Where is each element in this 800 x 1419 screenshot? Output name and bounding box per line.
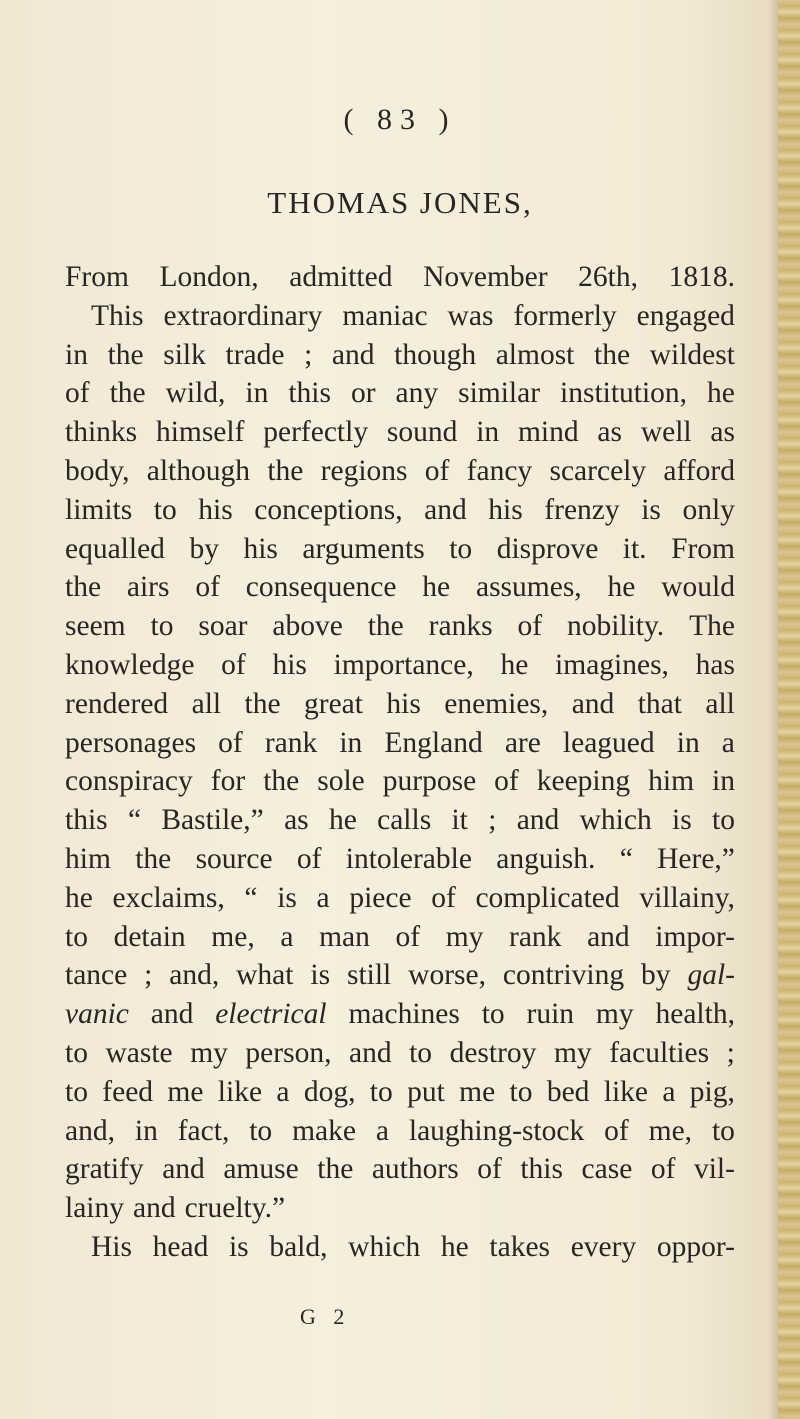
word: equalled	[65, 532, 165, 565]
word: was	[447, 299, 494, 332]
word: airs	[126, 571, 170, 604]
word: and,	[65, 1114, 115, 1147]
word: mind	[517, 416, 579, 449]
word: my	[553, 1036, 592, 1069]
word: would	[661, 571, 735, 604]
word: feed	[102, 1075, 154, 1108]
word: only	[682, 493, 735, 526]
word: complicated	[475, 881, 620, 914]
word: wild,	[165, 377, 226, 410]
text-line	[65, 374, 735, 413]
word: scarcely	[549, 454, 647, 487]
word: a	[316, 881, 330, 914]
word: seem	[65, 610, 126, 643]
word: wildest	[649, 338, 735, 371]
word: the	[267, 454, 304, 487]
word: any	[395, 377, 439, 410]
word: the	[317, 1153, 354, 1186]
word: From	[671, 532, 735, 565]
word: is	[672, 804, 692, 837]
word: he	[607, 571, 636, 604]
word: afford	[663, 454, 735, 487]
text-line	[65, 918, 735, 957]
word: to	[153, 493, 177, 526]
word: ;	[304, 338, 313, 371]
word: intolerable	[345, 842, 472, 875]
word: are	[504, 726, 541, 759]
word: 26th,	[578, 261, 638, 293]
word: sound	[386, 416, 458, 449]
word: similar	[458, 377, 541, 410]
word: frenzy	[544, 493, 620, 526]
word: and	[331, 338, 375, 371]
word: electrical	[215, 998, 327, 1031]
section-heading: THOMAS JONES,	[267, 185, 533, 220]
word: exclaims,	[112, 881, 225, 914]
word: make	[292, 1114, 356, 1147]
word: me,	[211, 920, 255, 953]
word: “	[619, 842, 633, 875]
word: rank	[264, 726, 318, 759]
word: maniac	[342, 299, 428, 332]
word: Here,”	[657, 842, 735, 875]
body-text	[65, 258, 735, 1267]
word: purpose	[382, 765, 477, 798]
text-line	[65, 568, 735, 607]
word: is	[310, 959, 331, 992]
word: From	[65, 261, 129, 293]
word: him	[65, 842, 111, 875]
word: a	[721, 726, 735, 759]
word: to	[711, 1114, 735, 1147]
word: villainy,	[639, 881, 735, 914]
word: enemies,	[444, 687, 549, 720]
word: my	[445, 920, 484, 953]
word: in	[65, 338, 88, 371]
word: His	[91, 1230, 132, 1263]
text-line	[65, 724, 735, 763]
word: authors	[371, 1153, 459, 1186]
word: it.	[622, 532, 647, 565]
word: in	[339, 726, 363, 759]
word: importance,	[333, 648, 474, 681]
word: as	[284, 804, 309, 837]
word: ;	[726, 1036, 735, 1069]
word: worse,	[408, 959, 486, 992]
text-line	[65, 1112, 735, 1151]
word: calls	[377, 804, 432, 837]
word: in	[676, 726, 700, 759]
word: my	[190, 1036, 228, 1069]
word: cruelty.”	[184, 1192, 286, 1225]
word: by	[641, 959, 671, 992]
text-line	[65, 1073, 735, 1112]
word: anguish.	[496, 842, 596, 875]
word: in	[245, 377, 269, 410]
word: to	[150, 610, 174, 643]
word: fact,	[177, 1114, 230, 1147]
word: gratify	[65, 1153, 144, 1186]
word: to	[249, 1114, 273, 1147]
word: of	[494, 765, 519, 798]
word: to	[481, 998, 505, 1031]
word: of	[604, 1114, 629, 1147]
word: destroy	[449, 1036, 537, 1069]
word: me	[167, 1075, 204, 1108]
text-line	[65, 607, 735, 646]
word: body,	[65, 454, 130, 487]
word: consequence	[245, 571, 397, 604]
word: like	[217, 1075, 263, 1108]
word: contriving	[502, 959, 625, 992]
word: This	[91, 299, 144, 332]
word: this	[520, 1153, 563, 1186]
word: in	[712, 765, 735, 798]
word: which	[579, 804, 652, 837]
word: assumes,	[475, 571, 582, 604]
word: the	[65, 571, 102, 604]
word: he	[707, 377, 735, 410]
word: a	[276, 1075, 290, 1108]
word: himself	[155, 416, 245, 449]
text-line	[65, 995, 735, 1034]
word: of	[195, 571, 220, 604]
word: admitted	[289, 261, 393, 293]
word: England	[384, 726, 483, 759]
word: he	[328, 804, 357, 837]
text-line	[65, 491, 735, 530]
text-line	[65, 646, 735, 685]
word: to	[712, 804, 735, 837]
word: keeping	[536, 765, 631, 798]
word: this	[288, 377, 331, 410]
word: and	[133, 1192, 176, 1225]
word: November	[423, 261, 548, 293]
word: rendered	[65, 687, 169, 720]
word: waste	[105, 1036, 173, 1069]
word: thinks	[65, 416, 138, 449]
word: ruin	[526, 998, 575, 1031]
text-line	[65, 1228, 735, 1267]
word: leagued	[562, 726, 655, 759]
word: silk	[163, 338, 206, 371]
word: nobility.	[566, 610, 665, 643]
word: for	[210, 765, 246, 798]
word: engaged	[636, 299, 735, 332]
word: rank	[509, 920, 562, 953]
word: put	[407, 1075, 445, 1108]
word: he	[422, 571, 451, 604]
word: and	[348, 1036, 392, 1069]
word: oppor-	[656, 1230, 735, 1263]
text-line	[65, 336, 735, 375]
word: formerly	[513, 299, 617, 332]
word: his	[386, 687, 421, 720]
word: still	[346, 959, 392, 992]
word: in	[134, 1114, 158, 1147]
word: Bastile,”	[161, 804, 264, 837]
word: case	[581, 1153, 633, 1186]
word: imagines,	[555, 648, 669, 681]
word: and	[150, 998, 194, 1031]
word: well	[640, 416, 692, 449]
word: he	[440, 1230, 469, 1263]
word: and	[162, 1153, 205, 1186]
word: the	[109, 377, 146, 410]
word: is	[228, 1230, 249, 1263]
word: to	[509, 1075, 533, 1108]
word: dog,	[303, 1075, 356, 1108]
word: of	[650, 1153, 676, 1186]
word: source	[195, 842, 273, 875]
word: bald,	[269, 1230, 328, 1263]
word: and	[516, 804, 560, 837]
word: machines	[348, 998, 460, 1031]
text-line	[65, 685, 735, 724]
word: personages	[65, 726, 197, 759]
word: amuse	[223, 1153, 299, 1186]
word: or	[350, 377, 376, 410]
word: 1818.	[668, 261, 735, 293]
word: me	[459, 1075, 496, 1108]
word: gal-	[687, 959, 735, 992]
word: person,	[245, 1036, 332, 1069]
word: of	[395, 920, 421, 953]
text-line	[65, 1034, 735, 1073]
word: as	[597, 416, 622, 449]
word: the	[107, 338, 144, 371]
word: which	[348, 1230, 421, 1263]
word: detain	[113, 920, 186, 953]
word: health,	[655, 998, 735, 1031]
word: tance	[65, 959, 128, 992]
word: great	[304, 687, 363, 720]
word: every	[570, 1230, 637, 1263]
word: him	[648, 765, 695, 798]
word: arguments	[302, 532, 425, 565]
word: vil-	[693, 1153, 735, 1186]
word: “	[244, 881, 258, 914]
word: has	[695, 648, 735, 681]
word: it	[451, 804, 468, 837]
word: of	[431, 881, 456, 914]
word: by	[189, 532, 219, 565]
word: he	[65, 881, 93, 914]
word: disprove	[496, 532, 599, 565]
word: the	[263, 765, 300, 798]
text-line	[65, 258, 735, 297]
word: like	[603, 1075, 649, 1108]
word: to	[65, 1036, 88, 1069]
word: his	[243, 532, 278, 565]
word: his	[198, 493, 233, 526]
word: all	[191, 687, 222, 720]
word: the	[594, 338, 631, 371]
text-line	[65, 530, 735, 569]
word: me,	[648, 1114, 693, 1147]
word: in	[476, 416, 500, 449]
word: of	[477, 1153, 502, 1186]
signature-mark: G 2	[300, 1304, 351, 1329]
word: to	[449, 532, 473, 565]
word: and,	[169, 959, 220, 992]
word: a	[280, 920, 294, 953]
word: though	[394, 338, 477, 371]
word: is	[641, 493, 661, 526]
word: that	[637, 687, 682, 720]
word: laughing-stock	[408, 1114, 585, 1147]
word: perfectly	[263, 416, 369, 449]
page-number: ( 83 )	[343, 103, 457, 136]
text-line	[65, 762, 735, 801]
text-line	[65, 879, 735, 918]
text-line	[65, 801, 735, 840]
word: trade	[225, 338, 285, 371]
word: a	[662, 1075, 676, 1108]
word: of	[517, 610, 543, 643]
word: to	[65, 1075, 88, 1108]
text-line	[65, 297, 735, 336]
word: conspiracy	[65, 765, 193, 798]
word: The	[689, 610, 735, 643]
word: above	[272, 610, 343, 643]
word: faculties	[609, 1036, 710, 1069]
word: although	[146, 454, 251, 487]
word: of	[218, 726, 243, 759]
text-line	[65, 956, 735, 995]
word: his	[488, 493, 523, 526]
word: pig,	[689, 1075, 735, 1108]
word: to	[409, 1036, 433, 1069]
word: bed	[546, 1075, 590, 1108]
word: the	[135, 842, 172, 875]
word: head	[152, 1230, 209, 1263]
word: his	[272, 648, 307, 681]
word: is	[277, 881, 297, 914]
word: and	[571, 687, 615, 720]
word: he	[500, 648, 529, 681]
word: “	[127, 804, 142, 837]
text-line	[65, 413, 735, 452]
word: of	[296, 842, 322, 875]
word: London,	[159, 261, 259, 293]
word: conceptions,	[254, 493, 403, 526]
word: a	[375, 1114, 389, 1147]
word: takes	[489, 1230, 551, 1263]
word: soar	[198, 610, 248, 643]
word: impor-	[655, 920, 735, 953]
word: knowledge	[65, 648, 195, 681]
text-line	[65, 452, 735, 491]
word: all	[705, 687, 735, 720]
word: piece	[349, 881, 412, 914]
word: limits	[65, 493, 133, 526]
word: of	[221, 648, 246, 681]
word: man	[319, 920, 370, 953]
word: sole	[317, 765, 365, 798]
text-line	[65, 1189, 735, 1228]
word: the	[367, 610, 404, 643]
word: what	[236, 959, 294, 992]
word: of	[65, 377, 90, 410]
word: vanic	[65, 998, 129, 1031]
word: of	[424, 454, 450, 487]
word: to	[65, 920, 88, 953]
word: extraordinary	[163, 299, 323, 332]
word: the	[244, 687, 281, 720]
text-line	[65, 1150, 735, 1189]
word: ;	[488, 804, 497, 837]
word: to	[369, 1075, 393, 1108]
text-line	[65, 840, 735, 879]
word: fancy	[466, 454, 533, 487]
word: ;	[144, 959, 153, 992]
word: as	[710, 416, 735, 449]
word: my	[595, 998, 634, 1031]
word: almost	[495, 338, 575, 371]
word: this	[65, 804, 108, 837]
word: ranks	[428, 610, 493, 643]
word: and	[424, 493, 467, 526]
word: and	[587, 920, 630, 953]
word: institution,	[560, 377, 688, 410]
word: regions	[320, 454, 408, 487]
word: lainy	[65, 1192, 124, 1225]
